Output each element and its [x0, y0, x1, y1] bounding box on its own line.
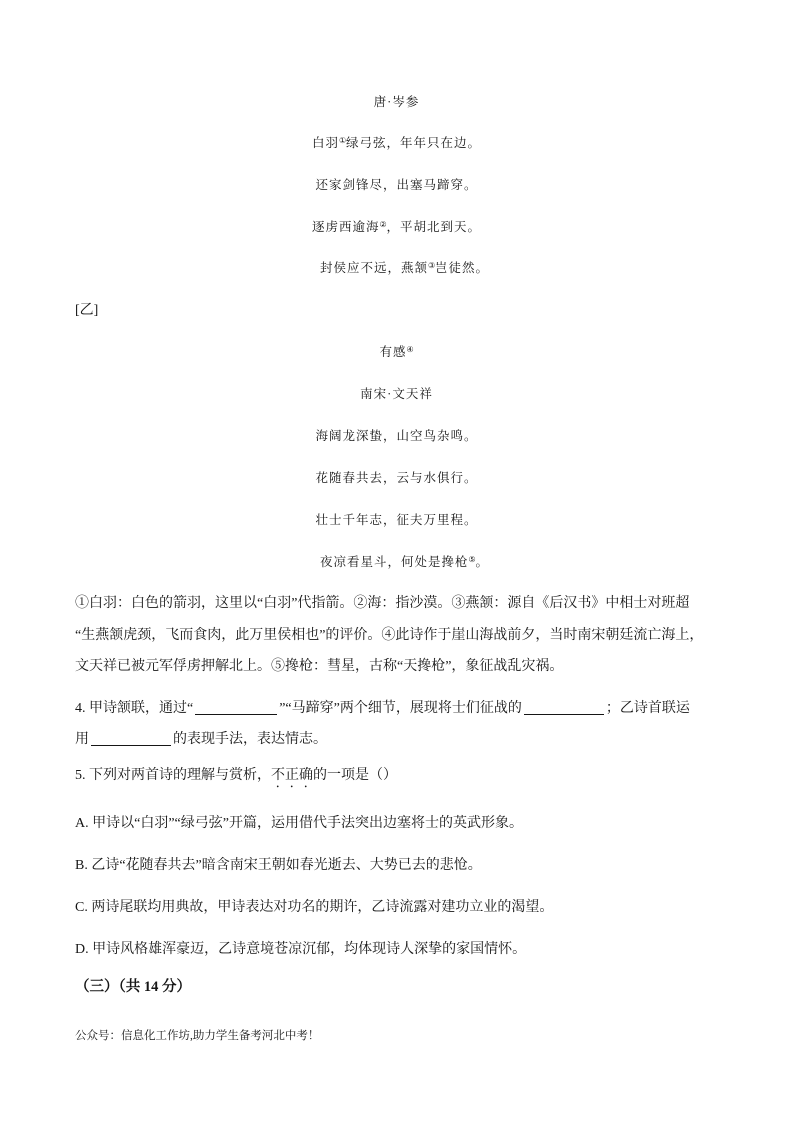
section-heading: （三）（共 14 分） [75, 979, 191, 995]
poem-line-text: 白羽 [312, 136, 340, 150]
question-4-line-2 [75, 730, 327, 750]
poem-yi-marker: [乙] [75, 303, 99, 318]
answer-blank [91, 730, 171, 746]
footnote-marker: ③ [428, 260, 435, 270]
question-5-stem [75, 766, 397, 791]
option-c: C. 两诗尾联均用典故，甲诗表达对功名的期许，乙诗流露对建功立业的渴望。 [75, 900, 554, 915]
poem-jia-line-3 [0, 217, 793, 237]
poem-line-text: ，平胡北到天。 [386, 220, 481, 234]
poem-line-text: 逐虏西逾海 [312, 220, 380, 234]
poem-yi-line-4 [0, 552, 793, 572]
question-text: ；乙诗首联运 [605, 701, 690, 716]
notes-line-3: 文天祥已被元军俘虏押解北上。⑤搀枪：彗星，古称“天搀枪”，象征战乱灾祸。 [75, 659, 564, 674]
footer-note: 公众号：信息化工作坊,助力学生备考河北中考！ [75, 1030, 320, 1042]
poem-line-text: 夜凉看星斗，何处是搀枪 [320, 555, 469, 569]
footnote-marker: ④ [406, 344, 414, 354]
option-a: A. 甲诗以“白羽”“绿弓弦”开篇，运用借代手法突出边塞将士的英武形象。 [75, 816, 523, 831]
option-d: D. 甲诗风格雄浑豪迈，乙诗意境苍凉沉郁，均体现诗人深挚的家国情怀。 [75, 942, 527, 957]
poem-title-text: 有感 [379, 345, 407, 359]
footnote-marker: ① [339, 135, 346, 145]
answer-blank [195, 699, 277, 715]
poem-jia-line-1 [0, 133, 793, 153]
poem-yi-line-3: 壮士千年志，征夫万里程。 [315, 513, 478, 527]
question-4-line-1 [75, 699, 690, 719]
option-b: B. 乙诗“花随春共去”暗含南宋王朝如春光逝去、大势已去的悲怆。 [75, 858, 482, 873]
poem-line-text: 绿弓弦，年年只在边。 [345, 136, 481, 150]
poem-line-text: 封侯应不远，燕颔 [320, 261, 429, 275]
poem-jia-line-2: 还家剑锋尽，出塞马蹄穿。 [315, 178, 478, 192]
question-text: 用 [75, 732, 89, 747]
question-text: 4. 甲诗颔联，通过“ [75, 701, 194, 716]
poem-yi-line-2: 花随春共去，云与水俱行。 [315, 471, 478, 485]
question-text: 的一项是（） [313, 768, 397, 783]
footnote-marker: ② [379, 219, 387, 229]
poem-yi-title [0, 342, 793, 362]
footnote-marker: ⑤ [468, 554, 476, 564]
poem-yi-author: 南宋·文天祥 [360, 387, 433, 401]
emphasized-text: 不正确 [271, 768, 313, 783]
question-text: 5. 下列对两首诗的理解与赏析， [75, 768, 271, 783]
poem-jia-author: 唐·岑参 [373, 95, 420, 109]
poem-yi-line-1: 海阔龙深蛰，山空鸟杂鸣。 [315, 429, 478, 443]
poem-line-text: 。 [475, 555, 489, 569]
answer-blank [524, 699, 604, 715]
poem-jia-line-4 [0, 258, 793, 278]
notes-line-1: ①白羽：白色的箭羽，这里以“白羽”代指箭。②海：指沙漠。③燕颔：源自《后汉书》中相士对班超 [75, 596, 690, 611]
question-text: 的表现手法，表达情志。 [173, 732, 327, 747]
question-text: ”“马蹄穿”两个细节，展现将士们征战的 [279, 701, 522, 716]
poem-line-text: 岂徒然。 [434, 261, 489, 275]
notes-line-2: “生燕颔虎颈，飞而食肉，此万里侯相也”的评价。④此诗作于崖山海战前夕，当时南宋朝廷流亡海上， [75, 628, 704, 643]
